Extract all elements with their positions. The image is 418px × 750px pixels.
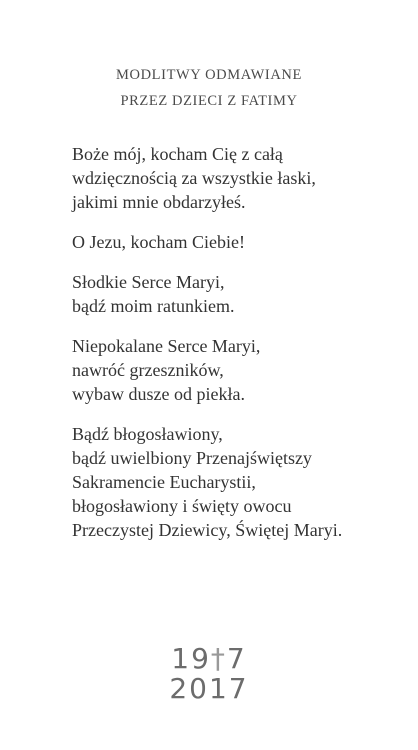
title-line-2: PRZEZ DZIECI Z FATIMY — [120, 93, 298, 109]
year-top-digits-a: 19 — [171, 642, 211, 675]
year-bottom: 2017 — [169, 672, 249, 705]
year-top — [0, 644, 418, 674]
prayer-stanza — [72, 334, 392, 406]
prayer-line: jakimi mnie obdarzyłeś. — [72, 192, 246, 212]
title-line-1: MODLITWY ODMAWIANE — [116, 67, 302, 83]
prayer-line: wdzięcznością za wszystkie łaski, — [72, 168, 316, 188]
prayer-list — [72, 142, 392, 558]
prayer-line: wybaw dusze od piekła. — [72, 384, 245, 404]
anniversary-logo — [0, 644, 418, 704]
page-title — [0, 62, 418, 114]
cross-icon: † — [210, 642, 227, 675]
prayer-line: Przeczystej Dziewicy, Świętej Maryi. — [72, 520, 343, 540]
prayer-line: Słodkie Serce Maryi, — [72, 272, 225, 292]
prayer-line: Bądź błogosławiony, — [72, 424, 223, 444]
prayer-line: bądź moim ratunkiem. — [72, 296, 235, 316]
prayer-line: bądź uwielbiony Przenajświętszy — [72, 448, 312, 468]
prayer-line: O Jezu, kocham Ciebie! — [72, 232, 245, 252]
year-top-digits-b: 7 — [226, 642, 247, 675]
prayer-line: Boże mój, kocham Cię z całą — [72, 144, 283, 164]
prayer-line: Sakramencie Eucharystii, — [72, 472, 256, 492]
prayer-stanza — [72, 230, 392, 254]
prayer-stanza — [72, 270, 392, 318]
prayer-stanza — [72, 142, 392, 214]
prayer-line: Niepokalane Serce Maryi, — [72, 336, 261, 356]
prayer-line: nawróć grzeszników, — [72, 360, 224, 380]
prayer-stanza — [72, 422, 392, 542]
prayer-line: błogosławiony i święty owocu — [72, 496, 292, 516]
